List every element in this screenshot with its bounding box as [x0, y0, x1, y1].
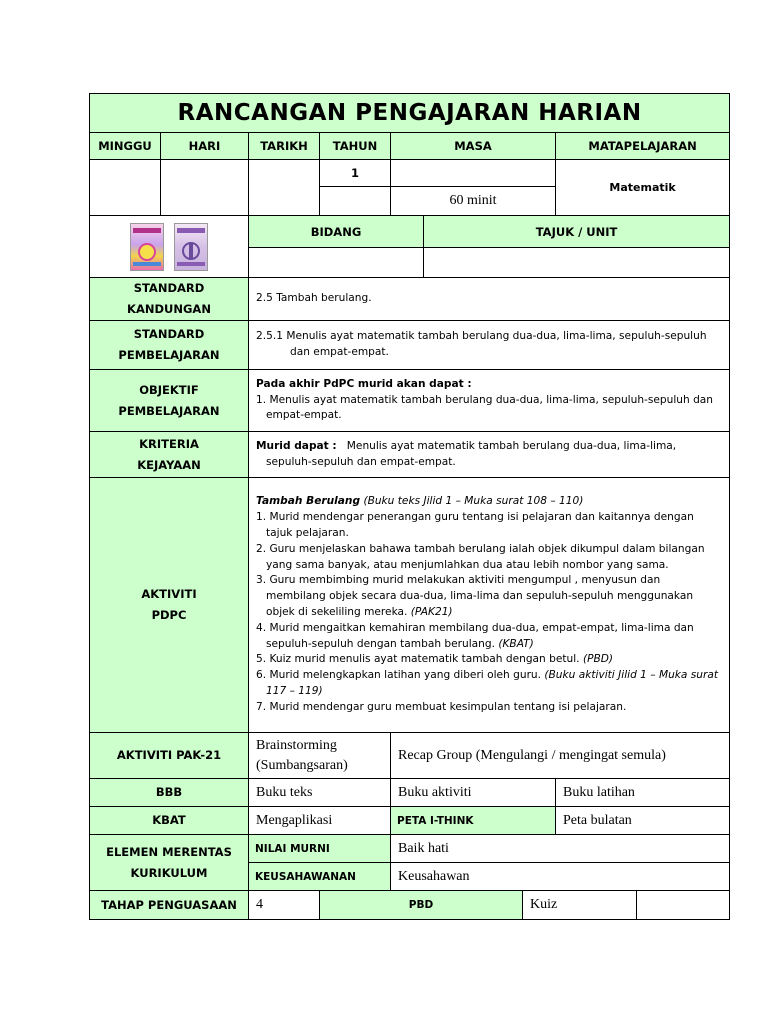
- page-title: RANCANGAN PENGAJARAN HARIAN: [90, 94, 730, 133]
- header-matapelajaran: MATAPELAJARAN: [556, 133, 730, 160]
- label-line-2: PEMBELAJARAN: [118, 403, 220, 418]
- header-hari: HARI: [161, 133, 249, 160]
- activity-item: [256, 510, 722, 542]
- activity-item-text: 7. Murid mendengar guru membuat kesimpulan tentang isi pelajaran.: [256, 700, 627, 713]
- bbb-value-1: Buku teks: [249, 779, 391, 807]
- activity-book-cover-image: [174, 223, 208, 271]
- peta-value: Peta bulatan: [556, 807, 730, 835]
- activity-item-note: (Buku aktiviti Jilid 1 – Muka surat 117 – 119): [266, 669, 719, 697]
- hari-value: [161, 160, 249, 216]
- label-nilai-murni: NILAI MURNI: [249, 835, 391, 863]
- activity-item-text: 5. Kuiz murid menulis ayat matematik tambah dengan betul.: [256, 653, 580, 666]
- pak21-value-1: Brainstorming (Sumbangsaran): [249, 733, 391, 779]
- label-line-2: KEJAYAAN: [137, 457, 201, 472]
- header-masa: MASA: [391, 133, 556, 160]
- activity-item-text: 1. Murid mendengar penerangan guru tentang isi pelajaran dan kaitannya dengan tajuk pelajaran.: [256, 511, 694, 540]
- nilai-murni-value: Baik hati: [391, 835, 730, 863]
- activity-item-note: (PAK21): [410, 606, 453, 618]
- label-line-1: OBJEKTIF: [139, 382, 199, 397]
- objektif-intro: Pada akhir PdPC murid akan dapat :: [256, 377, 472, 390]
- header-tahun: TAHUN: [320, 133, 391, 160]
- header-tajuk-unit: TAJUK / UNIT: [424, 216, 730, 248]
- tahun-value: 1: [320, 160, 391, 187]
- activity-item: [256, 542, 722, 574]
- header-tarikh: TARIKH: [249, 133, 320, 160]
- activity-item-note: (PBD): [582, 653, 614, 666]
- textbook-cover-image: [130, 223, 164, 271]
- label-objektif: [90, 370, 249, 432]
- label-kbat: KBAT: [90, 807, 249, 835]
- kbat-value: Mengaplikasi: [249, 807, 391, 835]
- header-bidang: BIDANG: [249, 216, 424, 248]
- label-line-2: KURIKULUM: [130, 865, 208, 880]
- activity-item: [256, 668, 722, 700]
- kriteria-intro: Murid dapat :: [256, 439, 337, 452]
- activity-item-note: (KBAT): [498, 637, 534, 650]
- activity-item: [256, 573, 722, 620]
- matapelajaran-value: Matematik: [556, 160, 730, 216]
- label-line-1: ELEMEN MERENTAS: [106, 844, 232, 859]
- header-minggu: MINGGU: [90, 133, 161, 160]
- bbb-value-3: Buku latihan: [556, 779, 730, 807]
- pak21-value-2: Recap Group (Mengulangi / mengingat semula): [391, 733, 730, 779]
- activity-item: [256, 652, 722, 668]
- label-line-2: PEMBELAJARAN: [118, 348, 220, 362]
- tahun-empty: [320, 187, 391, 216]
- label-standard-kandungan: STANDARD KANDUNGAN: [90, 278, 249, 321]
- label-bbb: BBB: [90, 779, 249, 807]
- objektif-text: 1. Menulis ayat matematik tambah berulang dua-dua, lima-lima, sepuluh-sepuluh dan empat-empat.: [256, 393, 714, 422]
- kriteria-text: Menulis ayat matematik tambah berulang dua-dua, lima-lima, sepuluh-sepuluh dan empat-empat.: [266, 439, 677, 468]
- activity-item-text: 6. Murid melengkapkan latihan yang diberi oleh guru.: [256, 669, 542, 682]
- standard-pembelajaran-text: 2.5.1 Menulis ayat matematik tambah berulang dua-dua, lima-lima, sepuluh-sepuluh dan empat-empat.: [256, 330, 707, 358]
- masa-value: 60 minit: [391, 187, 556, 216]
- label-standard-pembelajaran: [90, 321, 249, 370]
- label-line-1: STANDARD: [133, 327, 205, 341]
- tarikh-value: [249, 160, 320, 216]
- label-emk: [90, 835, 249, 891]
- label-aktiviti-pdpc: [90, 478, 249, 733]
- pbd-empty: [637, 891, 730, 920]
- rph-table: [89, 93, 730, 920]
- keusahawanan-value: Keusahawan: [391, 863, 730, 891]
- label-pbd: PBD: [320, 891, 523, 920]
- tajuk-value: [424, 248, 730, 278]
- masa-empty: [391, 160, 556, 187]
- textbook-covers: [90, 216, 249, 278]
- activity-list: [256, 510, 722, 715]
- standard-kandungan-text: 2.5 Tambah berulang.: [249, 278, 730, 321]
- pbd-value: Kuiz: [523, 891, 637, 920]
- activity-item-text: 4. Murid mengaitkan kemahiran membilang dua-dua, empat-empat, lima-lima dan sepuluh-sepuluh dengan tambah berulang.: [256, 621, 694, 650]
- label-line-2: PDPC: [151, 608, 187, 622]
- aktiviti-heading-ref: (Buku teks Jilid 1 – Muka surat 108 – 110): [363, 495, 584, 508]
- activity-item: [256, 621, 722, 653]
- label-pak21: AKTIVITI PAK-21: [90, 733, 249, 779]
- standard-pembelajaran-cell: [249, 321, 730, 370]
- minggu-value: [90, 160, 161, 216]
- tahap-value: 4: [249, 891, 320, 920]
- objektif-cell: [249, 370, 730, 432]
- label-kriteria: [90, 432, 249, 478]
- bidang-value: [249, 248, 424, 278]
- activity-item-text: 3. Guru membimbing murid melakukan aktiviti mengumpul , menyusun dan membilang objek secara dua-dua, lima-lima dan sepuluh-sepuluh menggunakan objek di sekeliling mereka.: [256, 574, 694, 618]
- label-line-1: AKTIVITI: [141, 587, 197, 601]
- aktiviti-cell: [249, 478, 730, 733]
- label-tahap-penguasaan: TAHAP PENGUASAAN: [90, 891, 249, 920]
- aktiviti-heading: Tambah Berulang: [256, 495, 361, 508]
- label-peta-ithink: PETA I-THINK: [391, 807, 556, 835]
- kriteria-cell: [249, 432, 730, 478]
- bbb-value-2: Buku aktiviti: [391, 779, 556, 807]
- activity-item: [256, 700, 722, 716]
- label-line-1: KRITERIA: [139, 436, 199, 451]
- label-keusahawanan: KEUSAHAWANAN: [249, 863, 391, 891]
- activity-item-text: 2. Guru menjelaskan bahawa tambah berulang ialah objek dikumpul dalam bilangan yang sama banyak, atau menjumlahkan dua atau lebih nombor yang sama.: [256, 542, 705, 571]
